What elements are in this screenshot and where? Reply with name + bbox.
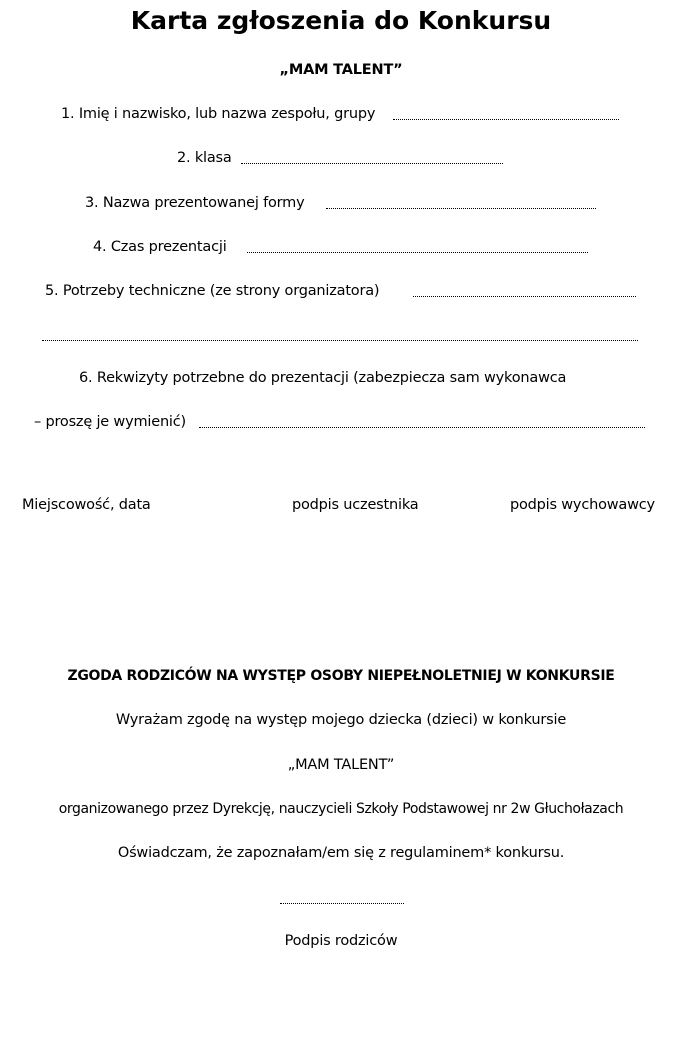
parent-signature-label: Podpis rodziców [284,933,398,949]
consent-line-2: organizowanego przez Dyrekcję, nauczycieli Szkoły Podstawowej nr 2w Głuchołazach [58,801,624,817]
contest-name: „MAM TALENT” [279,62,403,78]
field-props-label-cont: – proszę je wymienić) [34,414,186,430]
field-class-line [241,163,503,164]
field-name-label: 1. Imię i nazwisko, lub nazwa zespołu, grupy [61,106,376,122]
field-tech-label: 5. Potrzeby techniczne (ze strony organizatora) [45,283,380,299]
consent-contest-name: „MAM TALENT” [287,757,395,773]
field-props-label: 6. Rekwizyty potrzebne do prezentacji (zabezpiecza sam wykonawca [79,370,567,386]
consent-line-1: Wyrażam zgodę na występ mojego dziecka (dzieci) w konkursie [115,712,567,728]
field-time-line [247,252,588,253]
title: Karta zgłoszenia do Konkursu [130,6,552,35]
consent-heading: ZGODA RODZICÓW NA WYSTĘP OSOBY NIEPEŁNOLETNIEJ W KONKURSIE [67,668,615,684]
teacher-signature-label: podpis wychowawcy [510,497,655,513]
field-props-line [199,427,645,428]
field-time-label: 4. Czas prezentacji [93,239,227,255]
participant-signature-label: podpis uczestnika [292,497,419,513]
field-name-line [393,119,619,120]
field-form-line [326,208,596,209]
field-tech-line [413,296,636,297]
place-date-label: Miejscowość, data [22,497,151,513]
field-tech-line-2 [42,340,638,341]
field-class-label: 2. klasa [177,150,232,166]
field-form-label: 3. Nazwa prezentowanej formy [85,195,305,211]
parent-signature-line [280,903,404,904]
consent-line-3: Oświadczam, że zapoznałam/em się z regulaminem* konkursu. [117,845,565,861]
